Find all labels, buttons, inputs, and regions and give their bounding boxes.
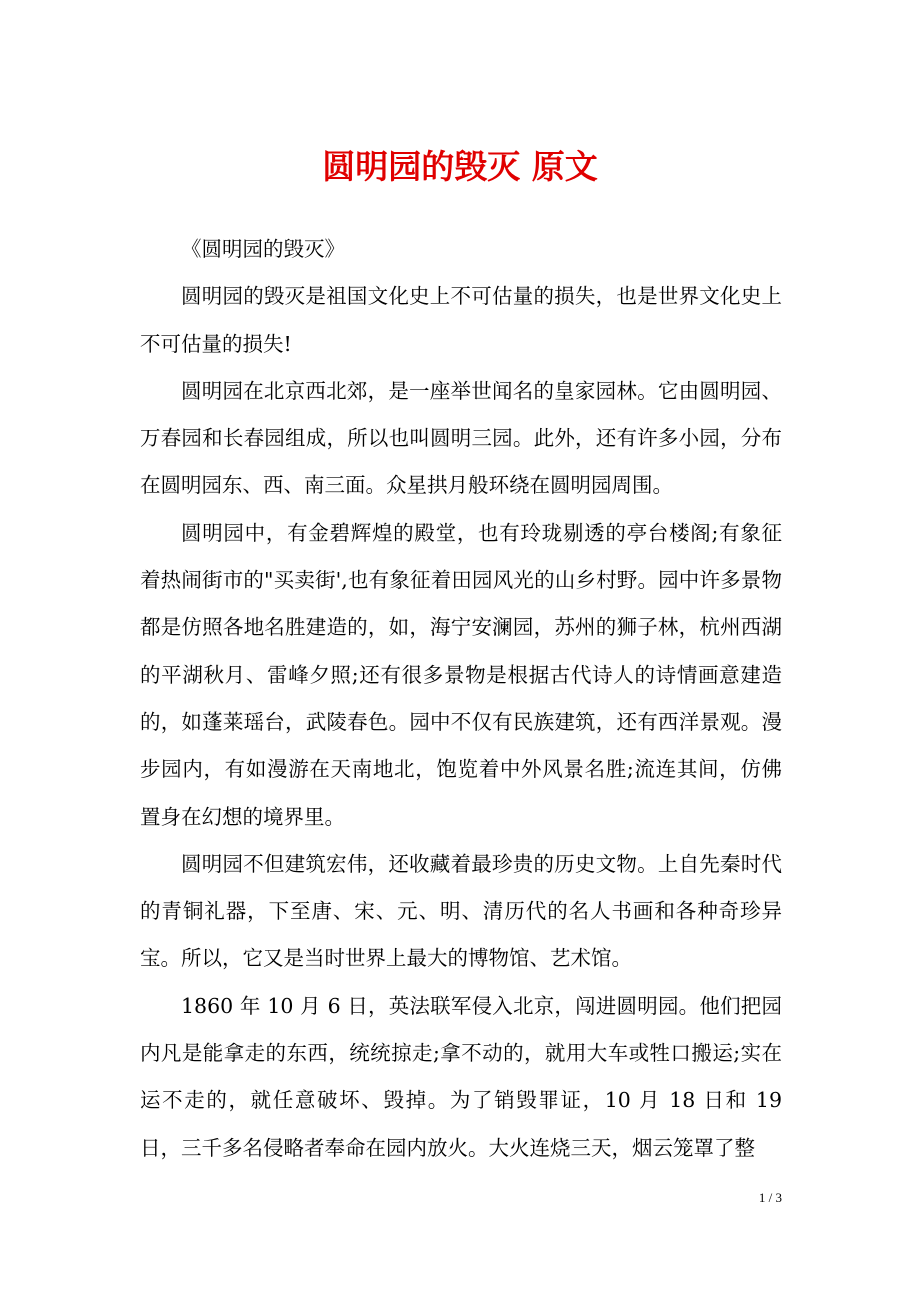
paragraph-book-title: 《圆明园的毁灭》 bbox=[181, 237, 345, 261]
paragraph: 圆明园的毁灭是祖国文化史上不可估量的损失，也是世界文化史上不可估量的损失! bbox=[140, 284, 782, 356]
page-number: 1 / 3 bbox=[758, 1190, 782, 1205]
paragraph: 圆明园中，有金碧辉煌的殿堂，也有玲珑剔透的亭台楼阁;有象征着热闹街市的"买卖街',也有象征着田园风光的山乡村野。园中许多景物都是仿照各地名胜建造的，如，海宁安澜园，苏州的狮子林，杭州西湖的平湖秋月、雷峰夕照;还有很多景物是根据古代诗人的诗情画意建造的，如蓬莱瑶台，武陵春色。园中不仅有民族建筑，还有西洋景观。漫步园内，有如漫游在天南地北，饱览着中外风景名胜;流连其间，仿佛置身在幻想的境界里。 bbox=[140, 520, 782, 829]
document-body bbox=[140, 226, 782, 1172]
paragraph: 1860 年 10 月 6 日，英法联军侵入北京，闯进圆明园。他们把园内凡是能拿走的东西，统统掠走;拿不动的，就用大车或牲口搬运;实在运不走的，就任意破坏、毁掉。为了销毁罪证，10 月 18 日和 19 日，三千多名侵略者奉命在园内放火。大火连烧三天，烟云笼罩了整 bbox=[140, 993, 782, 1160]
paragraph: 圆明园不但建筑宏伟，还收藏着最珍贵的历史文物。上自先秦时代的青铜礼器，下至唐、宋、元、明、清历代的名人书画和各种奇珍异宝。所以，它又是当时世界上最大的博物馆、艺术馆。 bbox=[140, 851, 782, 971]
page-title: 圆明园的毁灭 原文 bbox=[322, 147, 598, 186]
paragraph: 圆明园在北京西北郊，是一座举世闻名的皇家园林。它由圆明园、万春园和长春园组成，所以也叫圆明三园。此外，还有许多小园，分布在圆明园东、西、南三面。众星拱月般环绕在圆明园周围。 bbox=[140, 378, 782, 498]
